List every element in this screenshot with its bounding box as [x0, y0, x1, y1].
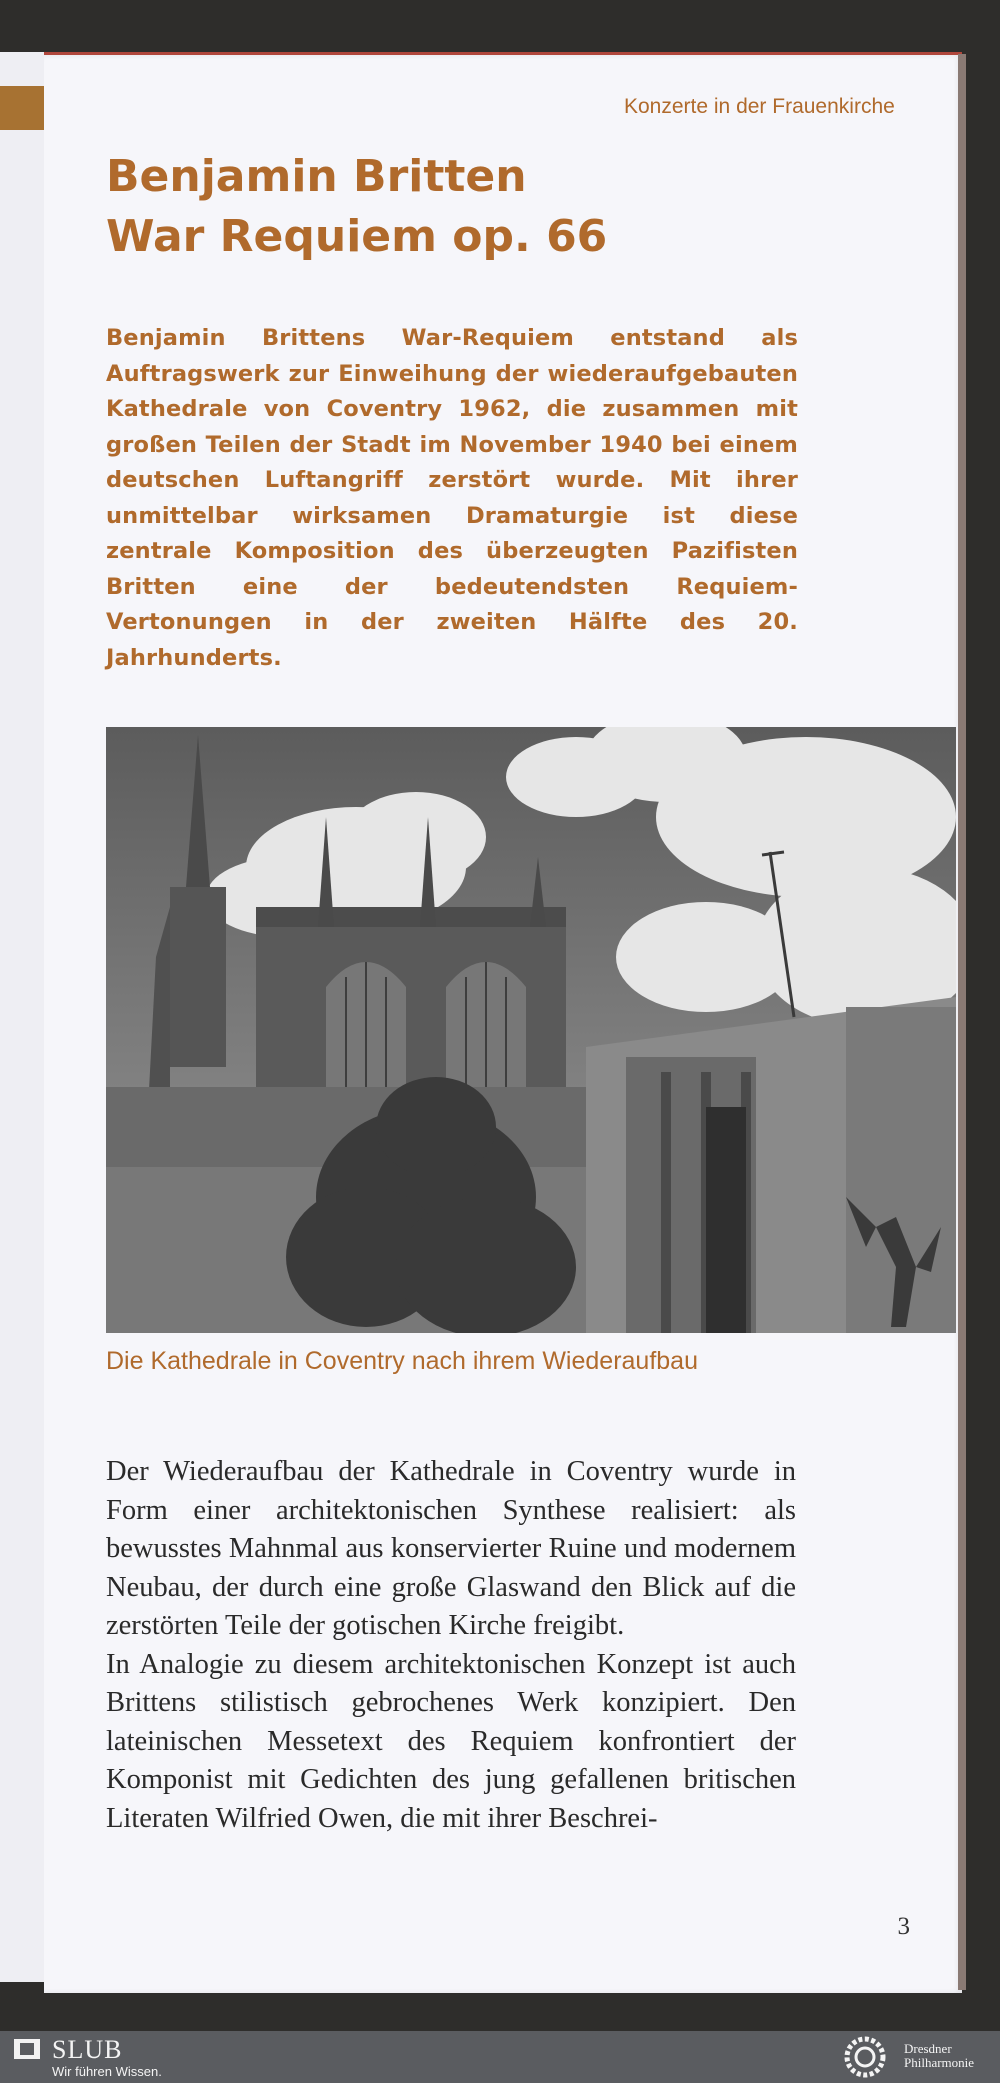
- lead-paragraph: Benjamin Brittens War-Requiem entstand als Auftragswerk zur Einweihung der wiederaufgebauten Kathedrale von Coventry 1962, die zusammen mit großen Teilen der Stadt im November 1940 bei einem deutschen Luftangriff zerstört wurde. Mit ihrer unmittelbar wirksamen Dramaturgie ist diese zentrale Komposition des überzeugten Pazifisten Britten eine der bedeutendsten Requiem-Vertonungen in der zweiten Hälfte des 20. Jahrhunderts.: [106, 325, 798, 671]
- library-tagline: Wir führen Wissen.: [52, 2064, 162, 2079]
- cathedral-illustration: [106, 727, 956, 1333]
- cathedral-photo: [106, 727, 956, 1333]
- title-work: War Requiem op. 66: [106, 211, 608, 262]
- library-name: SLUB: [52, 2035, 123, 2064]
- body-text: [106, 1453, 796, 1838]
- brochure-page: [44, 52, 962, 1993]
- body-paragraph-2: In Analogie zu diesem architektonischen Konzept ist auch Brittens stilistisch gebrochenes Werk konzipiert. Den lateinischen Messetext des Requiem konfrontiert der Komponist mit Gedichten des jung gefallenen britischen Literaten Wilfried Owen, die mit ihrer Beschrei-: [106, 1648, 796, 1834]
- running-head: Konzerte in der Frauenkirche: [624, 95, 895, 118]
- page-edge-shadow: [958, 54, 966, 1990]
- partner-name-line-2: Philharmonie: [904, 2055, 975, 2070]
- partner-name: [904, 2042, 1000, 2070]
- photo-caption: Die Kathedrale in Coventry nach ihrem Wiederaufbau: [106, 1347, 698, 1375]
- digitization-footer: [0, 2031, 1000, 2083]
- title-composer: Benjamin Britten: [106, 151, 527, 202]
- body-paragraph-1: Der Wiederaufbau der Kathedrale in Coventry wurde in Form einer architektonischen Synthese realisiert: als bewusstes Mahnmal aus konservierter Ruine und modernem Neubau, der durch eine große Glaswand den Blick auf die zerstörten Teile der gotischen Kirche freigibt.: [106, 1456, 796, 1641]
- previous-page-edge: [0, 52, 44, 1982]
- philharmonie-logo-icon: [843, 2035, 887, 2079]
- partner-name-line-1: Dresdner: [904, 2041, 952, 2056]
- page-title: [106, 147, 607, 267]
- page-number: 3: [897, 1913, 910, 1940]
- slub-logo-icon: [14, 2039, 40, 2059]
